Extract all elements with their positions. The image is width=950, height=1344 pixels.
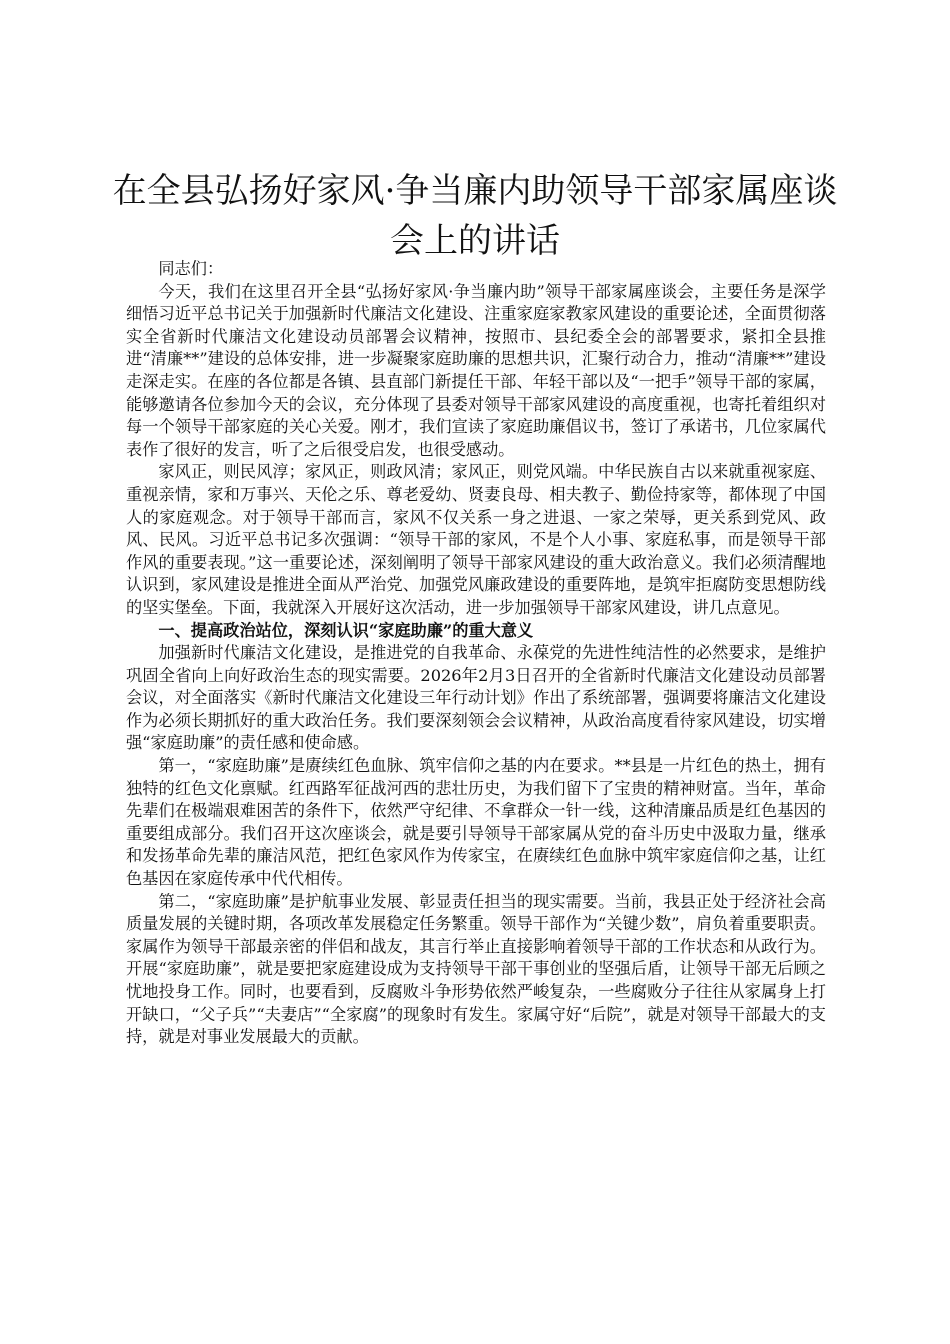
body-paragraph: 第二，“家庭助廉”是护航事业发展、彰显责任担当的现实需要。当前，我县正处于经济社会高质量发展的关键时期，各项改革发展稳定任务繁重。领导干部作为“关键少数”，肩负着重要职责。家属作为领导干部最亲密的伴侣和战友，其言行举止直接影响着领导干部的工作状态和从政行为。开展“家庭助廉”，就是要把家庭建设成为支持领导干部干事创业的坚强后盾，让领导干部无后顾之忧地投身工作。同时，也要看到，反腐败斗争形势依然严峻复杂，一些腐败分子往往从家属身上打开缺口，“父子兵”“夫妻店”“全家腐”的现象时有发生。家属守好“后院”，就是对领导干部最大的支持，就是对事业发展最大的贡献。 xyxy=(126,891,826,1047)
body-paragraph: 第一，“家庭助廉”是赓续红色血脉、筑牢信仰之基的内在要求。**县是一片红色的热土，拥有独特的红色文化禀赋。红西路军征战河西的悲壮历史，为我们留下了宝贵的精神财富。当年，革命先辈们在极端艰难困苦的条件下，依然严守纪律、不拿群众一针一线，这种清廉品质是红色基因的重要组成部分。我们召开这次座谈会，就是要引导领导干部家属从党的奋斗历史中汲取力量，继承和发扬革命先辈的廉洁风范，把红色家风作为传家宝，在赓续红色血脉中筑牢家庭信仰之基，让红色基因在家庭传承中代代相传。 xyxy=(126,756,826,889)
body-paragraph: 加强新时代廉洁文化建设，是推进党的自我革命、永葆党的先进性纯洁性的必然要求，是维护巩固全省向上向好政治生态的现实需要。2026年2月3日召开的全省新时代廉洁文化建设动员部署会议，对全面落实《新时代廉洁文化建设三年行动计划》作出了系统部署，强调要将廉洁文化建设作为必须长期抓好的重大政治任务。我们要深刻领会会议精神，从政治高度看待家风建设，切实增强“家庭助廉”的责任感和使命感。 xyxy=(126,643,826,753)
section-heading: 一、提高政治站位，深刻认识“家庭助廉”的重大意义 xyxy=(158,620,534,640)
body-paragraph: 家风正，则民风淳；家风正，则政风清；家风正，则党风端。中华民族自古以来就重视家庭、重视亲情，家和万事兴、天伦之乐、尊老爱幼、贤妻良母、相夫教子、勤俭持家等，都体现了中国人的家庭观念。对于领导干部而言，家风不仅关系一身之进退、一家之荣辱，更关系到党风、政风、民风。习近平总书记多次强调：“领导干部的家风，不是个人小事、家庭私事，而是领导干部作风的重要表现。”这一重要论述，深刻阐明了领导干部家风建设的重大政治意义。我们必须清醒地认识到，家风建设是推进全面从严治党、加强党风廉政建设的重要阵地，是筑牢拒腐防变思想防线的坚实堡垒。下面，我就深入开展好这次活动，进一步加强领导干部家风建设，讲几点意见。 xyxy=(126,462,826,617)
document-body xyxy=(126,258,826,1049)
salutation: 同志们： xyxy=(158,259,224,278)
body-paragraph: 今天，我们在这里召开全县“弘扬好家风·争当廉内助”领导干部家属座谈会，主要任务是深学细悟习近平总书记关于加强新时代廉洁文化建设、注重家庭家教家风建设的重要论述，全面贯彻落实全省新时代廉洁文化建设动员部署会议精神，按照市、县纪委全会的部署要求，紧扣全县推进“清廉**”建设的总体安排，进一步凝聚家庭助廉的思想共识，汇聚行动合力，推动“清廉**”建设走深走实。在座的各位都是各镇、县直部门新提任干部、年轻干部以及“一把手”领导干部的家属，能够邀请各位参加今天的会议，充分体现了县委对领导干部家风建设的高度重视，也寄托着组织对每一个领导干部家庭的关心关爱。刚才，我们宣读了家庭助廉倡议书，签订了承诺书，几位家属代表作了很好的发言，听了之后很受启发，也很受感动。 xyxy=(126,281,826,459)
document-title: 在全县弘扬好家风·争当廉内助领导干部家属座谈会上的讲话 xyxy=(112,171,838,261)
